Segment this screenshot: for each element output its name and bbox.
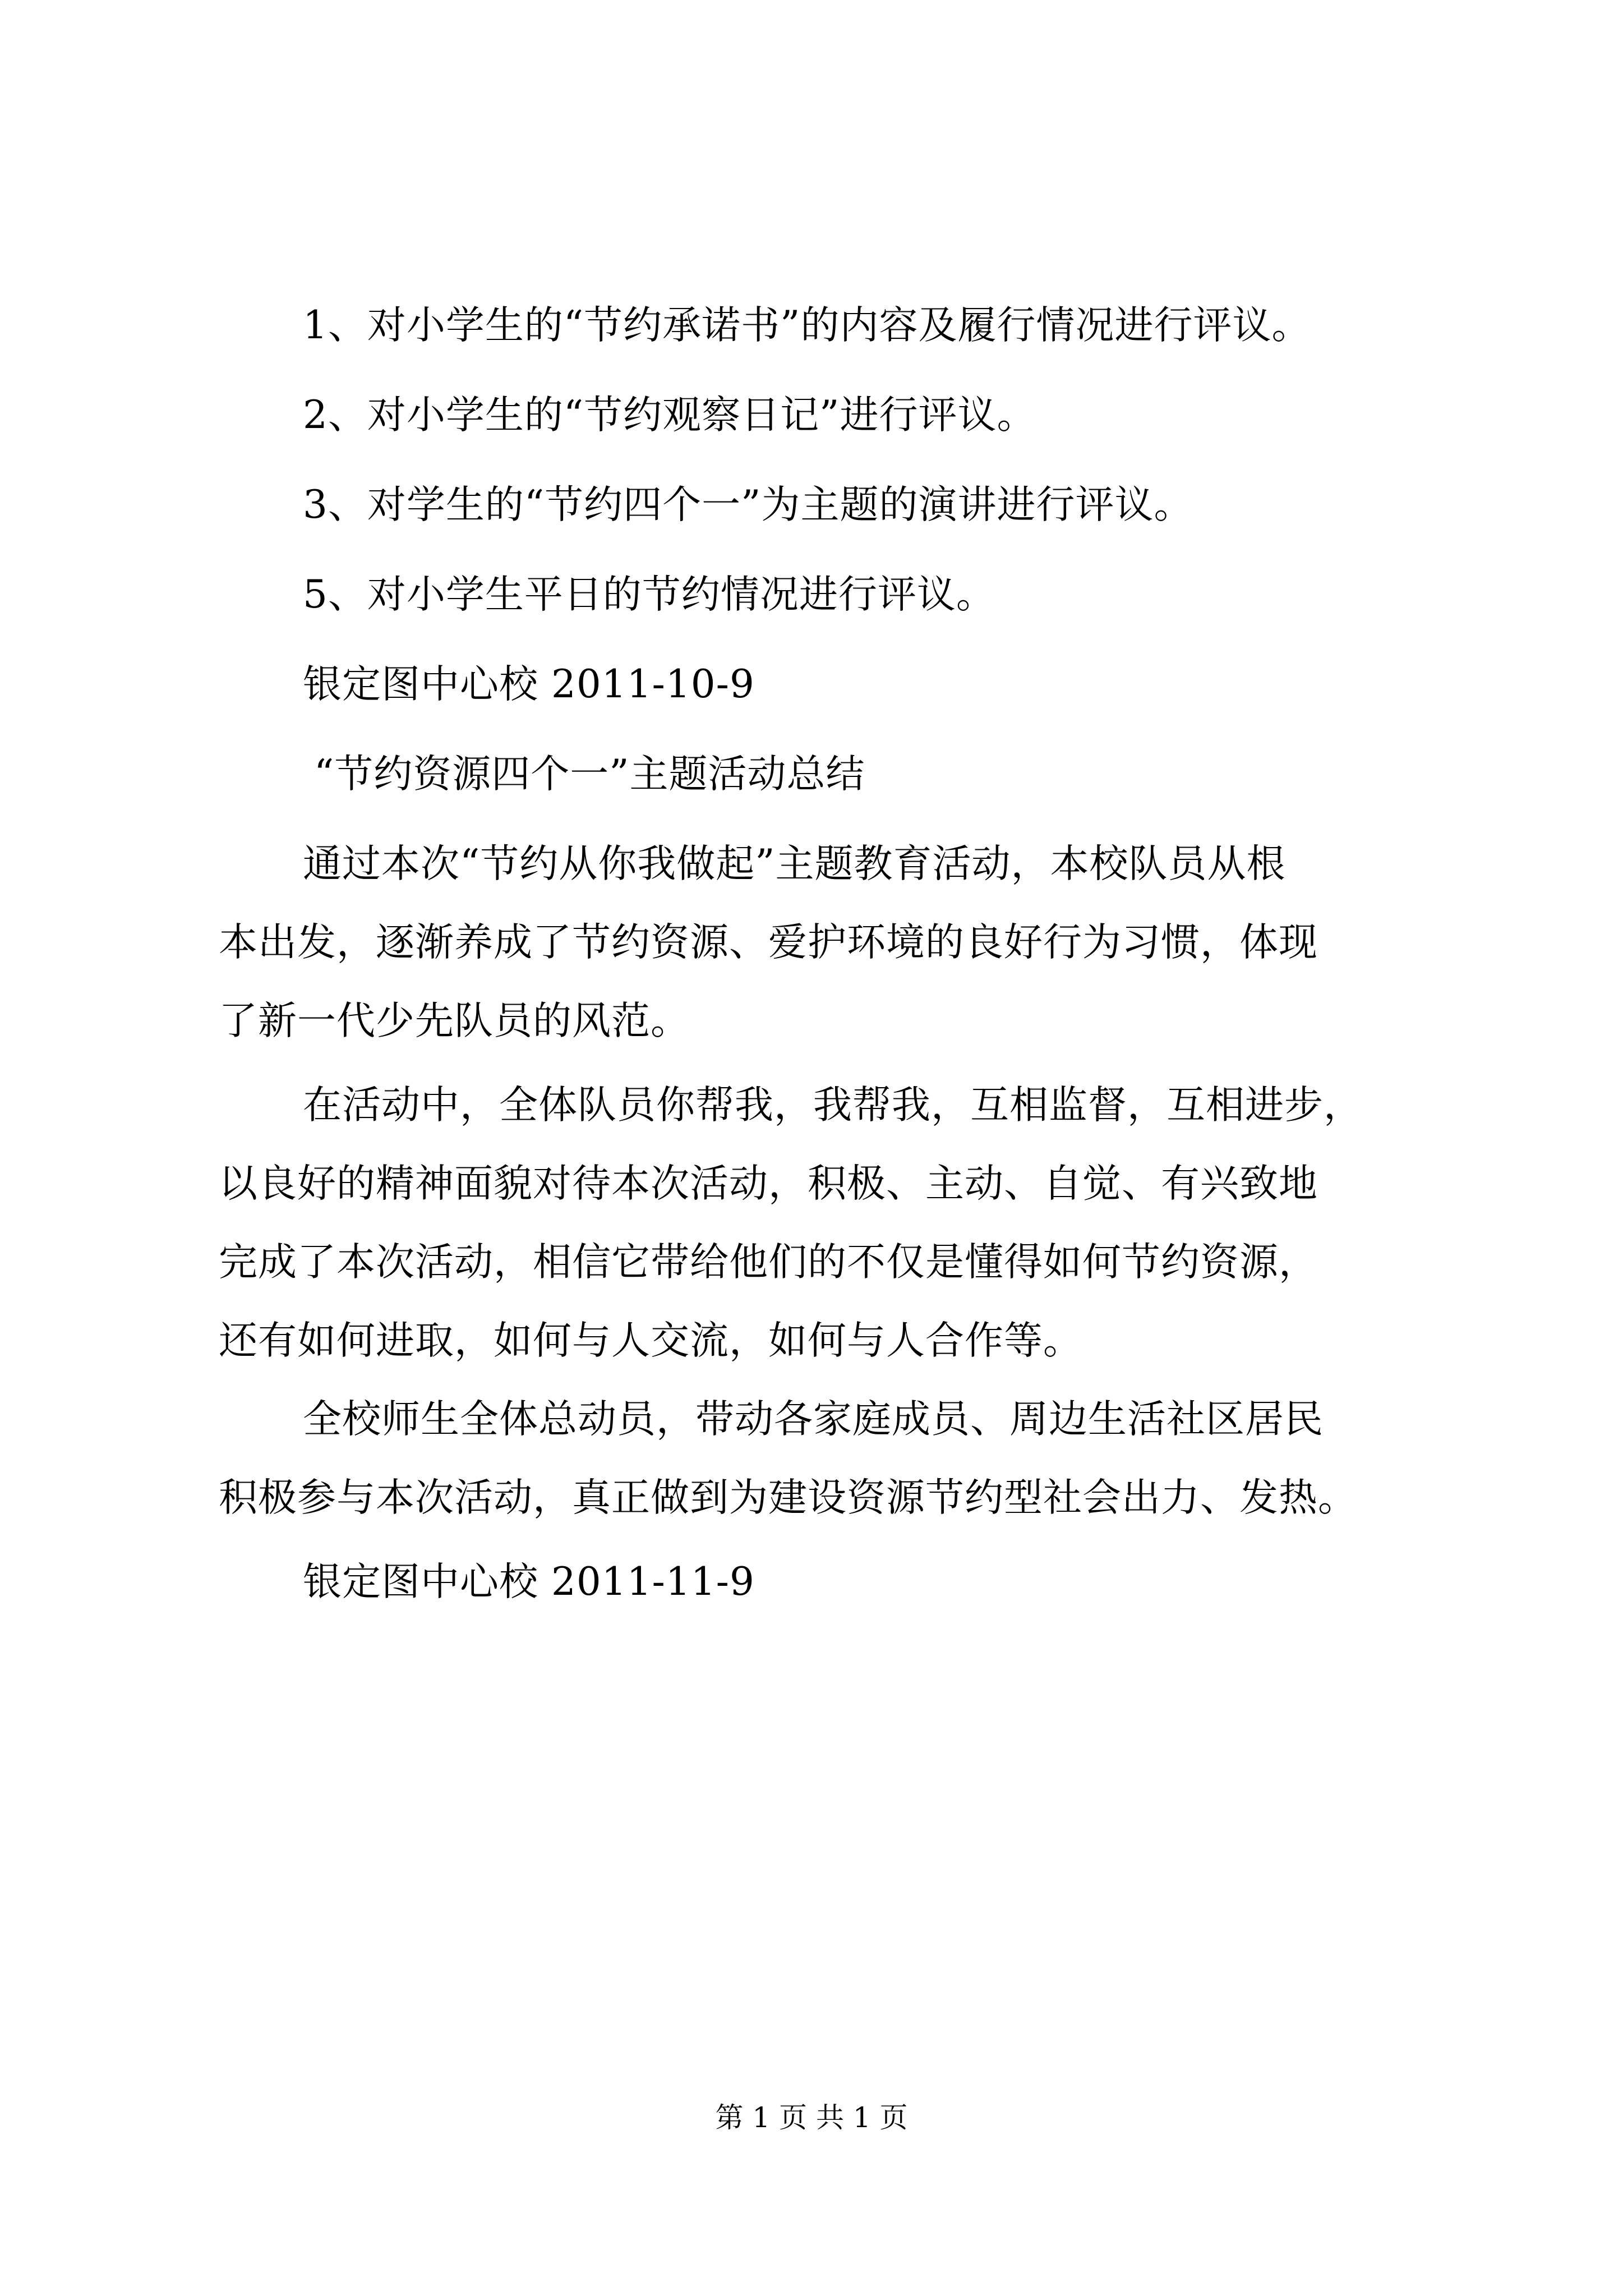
signature-first: 银定图中心校 2011-10-9 [303, 662, 755, 707]
review-item-1: 1、对小学生的“节约承诺书”的内容及履行情况进行评议。 [303, 303, 1311, 348]
paragraph-2-line-4: 还有如何进取，如何与人交流，如何与人合作等。 [219, 1318, 1082, 1363]
page-footer: 第 1 页 共 1 页 [715, 2101, 908, 2134]
paragraph-1-line-1: 通过本次“节约从你我做起”主题教育活动，本校队员从根 [303, 841, 1286, 886]
paragraph-1-line-2: 本出发，逐渐养成了节约资源、爱护环境的良好行为习惯，体现 [219, 920, 1318, 965]
signature-second: 银定图中心校 2011-11-9 [303, 1559, 755, 1604]
review-item-3: 3、对学生的“节约四个一”为主题的演讲进行评议。 [303, 482, 1193, 527]
review-item-2: 2、对小学生的“节约观察日记”进行评议。 [303, 393, 1036, 438]
review-item-4: 5、对小学生平日的节约情况进行评议。 [303, 572, 995, 617]
paragraph-1-line-3: 了新一代少先队员的风范。 [219, 999, 690, 1043]
paragraph-3-line-2: 积极参与本次活动，真正做到为建设资源节约型社会出力、发热。 [219, 1475, 1357, 1520]
paragraph-2-line-2: 以良好的精神面貌对待本次活动，积极、主动、自觉、有兴致地 [219, 1161, 1318, 1206]
paragraph-2-line-1: 在活动中，全体队员你帮我，我帮我，互相监督，互相进步， [303, 1083, 1363, 1128]
paragraph-3-line-1: 全校师生全体总动员，带动各家庭成员、周边生活社区居民 [303, 1397, 1324, 1442]
paragraph-2-line-3: 完成了本次活动，相信它带给他们的不仅是懂得如何节约资源， [219, 1240, 1318, 1285]
summary-title: “节约资源四个一”主题活动总结 [314, 752, 865, 797]
